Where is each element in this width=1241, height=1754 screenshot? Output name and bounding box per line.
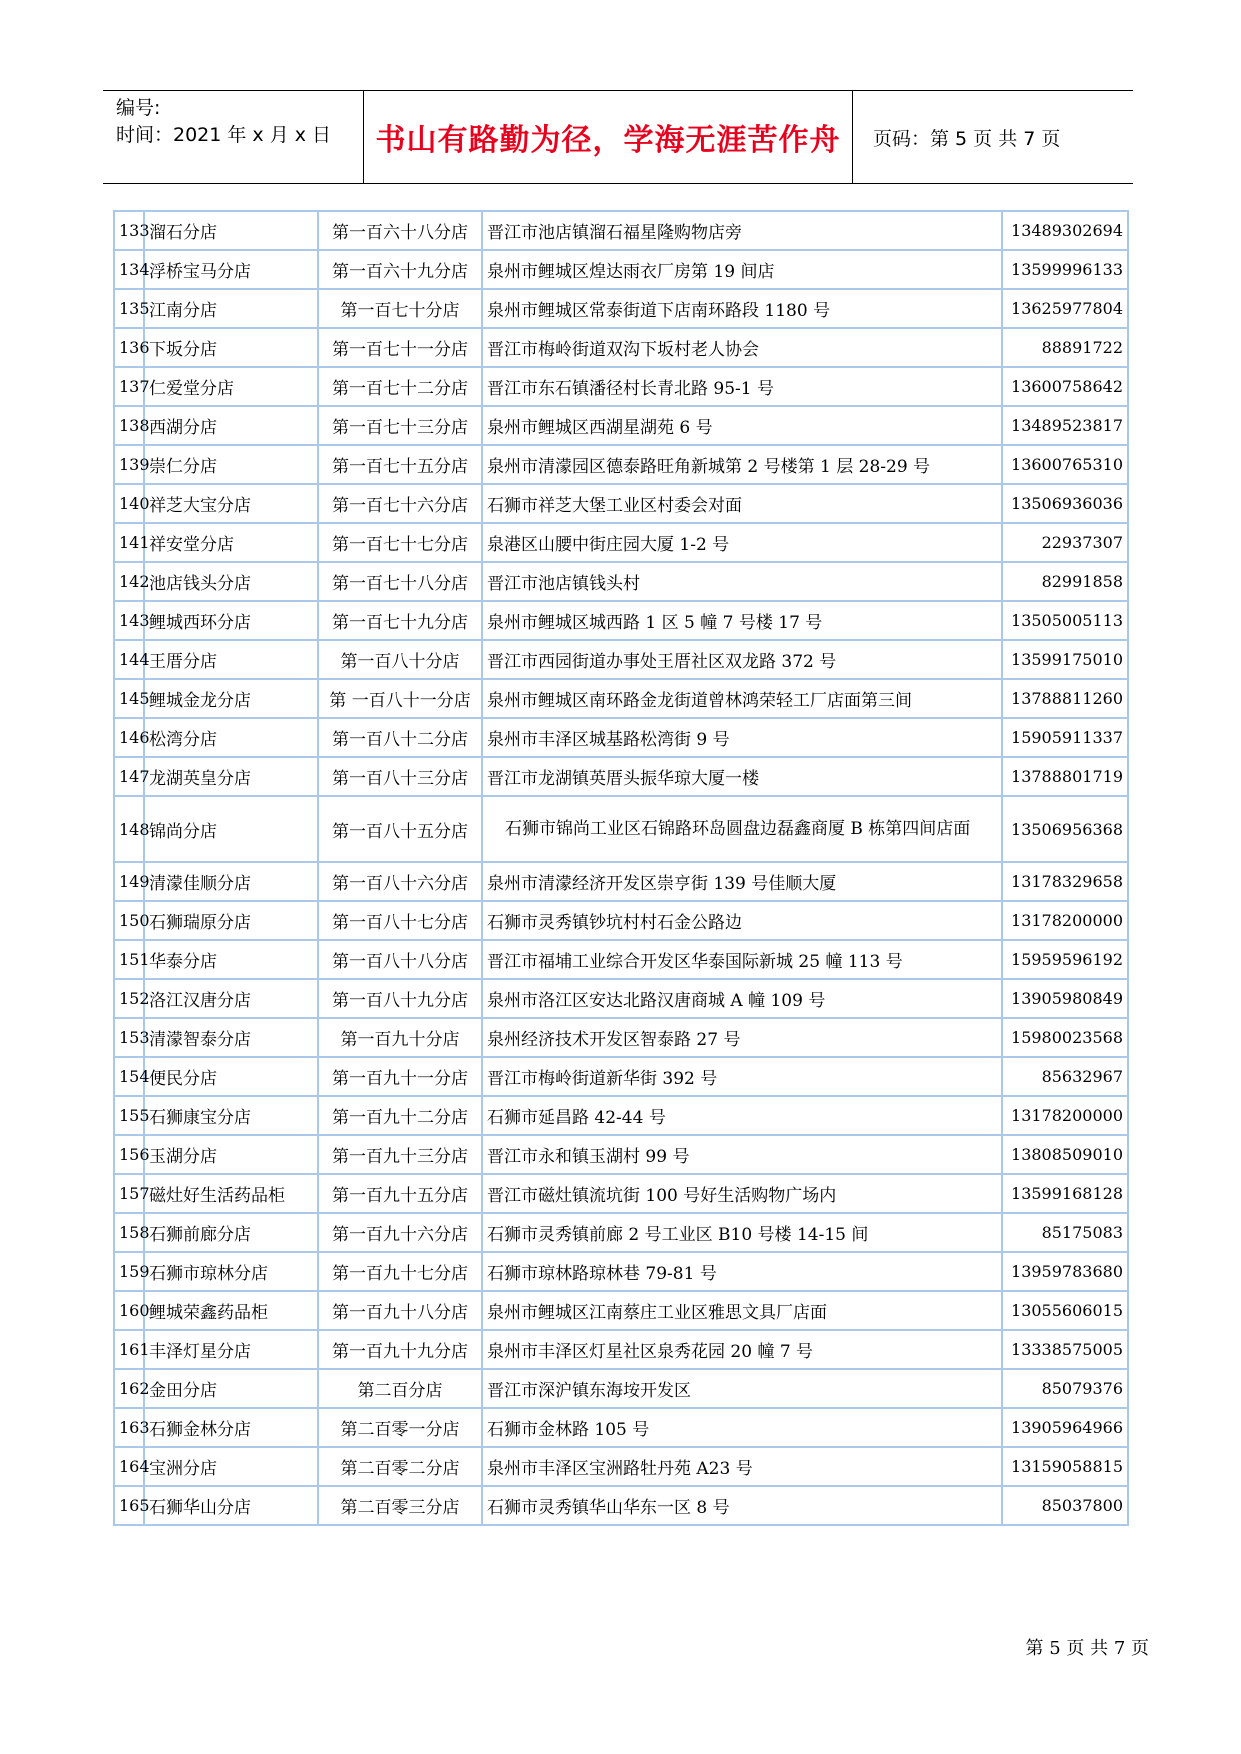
table-row: [114, 328, 1128, 367]
table-row: [114, 940, 1128, 979]
store-ordinal: 第一百七十一分店: [318, 328, 482, 367]
store-address: 泉州市鲤城区常泰街道下店南环路段 1180 号: [482, 289, 1002, 328]
store-name: 清濛佳顺分店: [144, 862, 318, 901]
table-row: [114, 1330, 1128, 1369]
store-address: 泉州市丰泽区灯星社区泉秀花园 20 幢 7 号: [482, 1330, 1002, 1369]
store-phone: 13055606015: [1002, 1291, 1128, 1330]
header-page-label: 页码：第 5 页 共 7 页: [873, 127, 1061, 150]
store-phone: 13489523817: [1002, 406, 1128, 445]
store-address: 石狮市祥芝大堡工业区村委会对面: [482, 484, 1002, 523]
store-name: 玉湖分店: [144, 1135, 318, 1174]
store-name: 崇仁分店: [144, 445, 318, 484]
table-row: [114, 367, 1128, 406]
store-name: 松湾分店: [144, 718, 318, 757]
store-address: 晋江市东石镇潘径村长青北路 95-1 号: [482, 367, 1002, 406]
store-name: 石狮金林分店: [144, 1408, 318, 1447]
store-ordinal: 第一百九十二分店: [318, 1096, 482, 1135]
store-number: 139: [114, 445, 144, 484]
store-phone: 85079376: [1002, 1369, 1128, 1408]
store-phone: 13506956368: [1002, 796, 1128, 862]
store-number: 161: [114, 1330, 144, 1369]
store-address: 晋江市西园街道办事处王厝社区双龙路 372 号: [482, 640, 1002, 679]
store-name: 浮桥宝马分店: [144, 250, 318, 289]
store-number: 137: [114, 367, 144, 406]
store-number: 138: [114, 406, 144, 445]
store-ordinal: 第一百九十五分店: [318, 1174, 482, 1213]
table-row: [114, 757, 1128, 796]
store-ordinal: 第一百七十三分店: [318, 406, 482, 445]
store-phone: 13600758642: [1002, 367, 1128, 406]
store-phone: 13178200000: [1002, 901, 1128, 940]
store-ordinal: 第一百七十八分店: [318, 562, 482, 601]
store-ordinal: 第二百分店: [318, 1369, 482, 1408]
store-name: 鲤城金龙分店: [144, 679, 318, 718]
store-number: 154: [114, 1057, 144, 1096]
store-name: 下坂分店: [144, 328, 318, 367]
table-row: [114, 601, 1128, 640]
table-row: [114, 1135, 1128, 1174]
store-ordinal: 第一百八十七分店: [318, 901, 482, 940]
store-ordinal: 第一百七十九分店: [318, 601, 482, 640]
store-number: 144: [114, 640, 144, 679]
store-ordinal: 第一百七十七分店: [318, 523, 482, 562]
table-row: [114, 1174, 1128, 1213]
store-phone: 85037800: [1002, 1486, 1128, 1525]
store-number: 155: [114, 1096, 144, 1135]
store-number: 159: [114, 1252, 144, 1291]
store-address: 晋江市磁灶镇流坑街 100 号好生活购物广场内: [482, 1174, 1002, 1213]
table-row: [114, 1252, 1128, 1291]
store-address: 泉州经济技术开发区智泰路 27 号: [482, 1018, 1002, 1057]
store-ordinal: 第二百零二分店: [318, 1447, 482, 1486]
store-ordinal: 第一百九十分店: [318, 1018, 482, 1057]
page-header: [103, 90, 1133, 184]
store-number: 147: [114, 757, 144, 796]
table-row: [114, 901, 1128, 940]
store-phone: 13905980849: [1002, 979, 1128, 1018]
store-ordinal: 第一百九十八分店: [318, 1291, 482, 1330]
store-ordinal: 第一百八十分店: [318, 640, 482, 679]
store-phone: 85175083: [1002, 1213, 1128, 1252]
store-name: 溜石分店: [144, 211, 318, 250]
store-phone: 13788801719: [1002, 757, 1128, 796]
store-number: 153: [114, 1018, 144, 1057]
header-motto: 书山有路勤为径，学海无涯苦作舟: [363, 91, 853, 183]
store-number: 165: [114, 1486, 144, 1525]
store-table: [113, 210, 1129, 1526]
store-name: 宝洲分店: [144, 1447, 318, 1486]
store-name: 石狮市琼林分店: [144, 1252, 318, 1291]
store-ordinal: 第一百八十八分店: [318, 940, 482, 979]
store-ordinal: 第一百六十八分店: [318, 211, 482, 250]
store-ordinal: 第一百九十一分店: [318, 1057, 482, 1096]
store-phone: 22937307: [1002, 523, 1128, 562]
store-number: 149: [114, 862, 144, 901]
store-number: 143: [114, 601, 144, 640]
table-row: [114, 1096, 1128, 1135]
store-ordinal: 第一百八十三分店: [318, 757, 482, 796]
store-name: 金田分店: [144, 1369, 318, 1408]
store-phone: 82991858: [1002, 562, 1128, 601]
store-address: 泉州市鲤城区南环路金龙街道曾林鸿荣轻工厂店面第三间: [482, 679, 1002, 718]
store-name: 清濛智泰分店: [144, 1018, 318, 1057]
store-address: 晋江市梅岭街道双沟下坂村老人协会: [482, 328, 1002, 367]
store-name: 江南分店: [144, 289, 318, 328]
store-ordinal: 第一百八十五分店: [318, 796, 482, 862]
store-address: 石狮市延昌路 42-44 号: [482, 1096, 1002, 1135]
store-name: 华泰分店: [144, 940, 318, 979]
store-address: 泉港区山腰中街庄园大厦 1-2 号: [482, 523, 1002, 562]
table-row: [114, 718, 1128, 757]
store-address: 泉州市鲤城区城西路 1 区 5 幢 7 号楼 17 号: [482, 601, 1002, 640]
store-name: 石狮华山分店: [144, 1486, 318, 1525]
store-number: 134: [114, 250, 144, 289]
table-row: [114, 640, 1128, 679]
store-number: 136: [114, 328, 144, 367]
store-phone: 13178200000: [1002, 1096, 1128, 1135]
store-address: 晋江市深沪镇东海垵开发区: [482, 1369, 1002, 1408]
store-phone: 13506936036: [1002, 484, 1128, 523]
store-ordinal: 第一百七十五分店: [318, 445, 482, 484]
store-name: 锦尚分店: [144, 796, 318, 862]
table-row: [114, 979, 1128, 1018]
store-number: 163: [114, 1408, 144, 1447]
store-address: 石狮市灵秀镇前廊 2 号工业区 B10 号楼 14-15 间: [482, 1213, 1002, 1252]
table-row: [114, 211, 1128, 250]
store-name: 洛江汉唐分店: [144, 979, 318, 1018]
store-phone: 13788811260: [1002, 679, 1128, 718]
table-row: [114, 406, 1128, 445]
store-ordinal: 第一百八十六分店: [318, 862, 482, 901]
store-address: 石狮市琼林路琼林巷 79-81 号: [482, 1252, 1002, 1291]
store-ordinal: 第一百七十二分店: [318, 367, 482, 406]
store-phone: 13489302694: [1002, 211, 1128, 250]
table-row: [114, 1018, 1128, 1057]
store-address: 石狮市灵秀镇华山华东一区 8 号: [482, 1486, 1002, 1525]
store-phone: 15959596192: [1002, 940, 1128, 979]
table-row: [114, 1447, 1128, 1486]
store-ordinal: 第一百七十分店: [318, 289, 482, 328]
store-number: 145: [114, 679, 144, 718]
table-row: [114, 796, 1128, 862]
store-phone: 13599996133: [1002, 250, 1128, 289]
store-number: 152: [114, 979, 144, 1018]
store-number: 141: [114, 523, 144, 562]
store-ordinal: 第一百八十九分店: [318, 979, 482, 1018]
store-phone: 13808509010: [1002, 1135, 1128, 1174]
store-address: 晋江市永和镇玉湖村 99 号: [482, 1135, 1002, 1174]
store-number: 160: [114, 1291, 144, 1330]
store-phone: 13159058815: [1002, 1447, 1128, 1486]
store-number: 157: [114, 1174, 144, 1213]
store-address: 晋江市龙湖镇英厝头振华琼大厦一楼: [482, 757, 1002, 796]
store-phone: 13599175010: [1002, 640, 1128, 679]
table-row: [114, 445, 1128, 484]
store-address: 石狮市金林路 105 号: [482, 1408, 1002, 1447]
store-phone: 13905964966: [1002, 1408, 1128, 1447]
page-footer: 第 5 页 共 7 页: [1025, 1638, 1149, 1659]
store-number: 133: [114, 211, 144, 250]
table-row: [114, 289, 1128, 328]
table-row: [114, 250, 1128, 289]
store-address: 晋江市池店镇钱头村: [482, 562, 1002, 601]
store-number: 135: [114, 289, 144, 328]
store-number: 140: [114, 484, 144, 523]
store-phone: 13178329658: [1002, 862, 1128, 901]
store-ordinal: 第一百六十九分店: [318, 250, 482, 289]
number-label: 编号:: [116, 97, 161, 119]
store-number: 148: [114, 796, 144, 862]
store-number: 146: [114, 718, 144, 757]
store-address: 晋江市梅岭街道新华街 392 号: [482, 1057, 1002, 1096]
store-number: 158: [114, 1213, 144, 1252]
store-name: 西湖分店: [144, 406, 318, 445]
store-name: 石狮康宝分店: [144, 1096, 318, 1135]
table-row: [114, 562, 1128, 601]
table-row: [114, 1369, 1128, 1408]
store-phone: 13599168128: [1002, 1174, 1128, 1213]
store-number: 151: [114, 940, 144, 979]
store-address: 泉州市鲤城区煌达雨衣厂房第 19 间店: [482, 250, 1002, 289]
store-ordinal: 第一百九十九分店: [318, 1330, 482, 1369]
store-name: 鲤城荣鑫药品柜: [144, 1291, 318, 1330]
store-address: 晋江市池店镇溜石福星隆购物店旁: [482, 211, 1002, 250]
store-address: 泉州市清濛经济开发区崇亨街 139 号佳顺大厦: [482, 862, 1002, 901]
store-name: 便民分店: [144, 1057, 318, 1096]
store-ordinal: 第 一百八十一分店: [318, 679, 482, 718]
store-address: 泉州市鲤城区江南蔡庄工业区雅思文具厂店面: [482, 1291, 1002, 1330]
store-ordinal: 第一百九十六分店: [318, 1213, 482, 1252]
store-ordinal: 第一百七十六分店: [318, 484, 482, 523]
store-ordinal: 第二百零三分店: [318, 1486, 482, 1525]
store-phone: 15980023568: [1002, 1018, 1128, 1057]
table-row: [114, 1486, 1128, 1525]
store-phone: 15905911337: [1002, 718, 1128, 757]
table-row: [114, 1213, 1128, 1252]
store-address: 泉州市清濛园区德泰路旺角新城第 2 号楼第 1 层 28-29 号: [482, 445, 1002, 484]
store-table-body: [114, 211, 1128, 1525]
table-row: [114, 1408, 1128, 1447]
store-ordinal: 第一百九十七分店: [318, 1252, 482, 1291]
store-ordinal: 第一百九十三分店: [318, 1135, 482, 1174]
store-phone: 88891722: [1002, 328, 1128, 367]
table-row: [114, 1057, 1128, 1096]
store-ordinal: 第一百八十二分店: [318, 718, 482, 757]
store-address: 泉州市丰泽区宝洲路牡丹苑 A23 号: [482, 1447, 1002, 1486]
store-name: 磁灶好生活药品柜: [144, 1174, 318, 1213]
table-row: [114, 484, 1128, 523]
table-row: [114, 1291, 1128, 1330]
store-number: 142: [114, 562, 144, 601]
store-address: 泉州市洛江区安达北路汉唐商城 A 幢 109 号: [482, 979, 1002, 1018]
table-row: [114, 679, 1128, 718]
store-name: 龙湖英皇分店: [144, 757, 318, 796]
store-name: 石狮瑞原分店: [144, 901, 318, 940]
table-row: [114, 862, 1128, 901]
store-name: 丰泽灯星分店: [144, 1330, 318, 1369]
time-label: 时间：2021 年 x 月 x 日: [116, 124, 332, 146]
store-name: 仁爱堂分店: [144, 367, 318, 406]
store-name: 鲤城西环分店: [144, 601, 318, 640]
store-name: 祥安堂分店: [144, 523, 318, 562]
store-ordinal: 第二百零一分店: [318, 1408, 482, 1447]
store-phone: 85632967: [1002, 1057, 1128, 1096]
store-address: 石狮市灵秀镇钞坑村村石金公路边: [482, 901, 1002, 940]
store-name: 王厝分店: [144, 640, 318, 679]
store-address: 石狮市锦尚工业区石锦路环岛圆盘边磊鑫商厦 B 栋第四间店面: [482, 796, 1002, 862]
store-phone: 13338575005: [1002, 1330, 1128, 1369]
header-meta: [116, 95, 331, 149]
store-number: 164: [114, 1447, 144, 1486]
store-number: 162: [114, 1369, 144, 1408]
store-name: 石狮前廊分店: [144, 1213, 318, 1252]
store-name: 祥芝大宝分店: [144, 484, 318, 523]
store-phone: 13505005113: [1002, 601, 1128, 640]
store-address: 晋江市福埔工业综合开发区华泰国际新城 25 幢 113 号: [482, 940, 1002, 979]
store-address: 泉州市鲤城区西湖星湖苑 6 号: [482, 406, 1002, 445]
store-number: 156: [114, 1135, 144, 1174]
store-address: 泉州市丰泽区城基路松湾街 9 号: [482, 718, 1002, 757]
store-number: 150: [114, 901, 144, 940]
table-row: [114, 523, 1128, 562]
store-phone: 13959783680: [1002, 1252, 1128, 1291]
store-name: 池店钱头分店: [144, 562, 318, 601]
store-phone: 13600765310: [1002, 445, 1128, 484]
store-phone: 13625977804: [1002, 289, 1128, 328]
